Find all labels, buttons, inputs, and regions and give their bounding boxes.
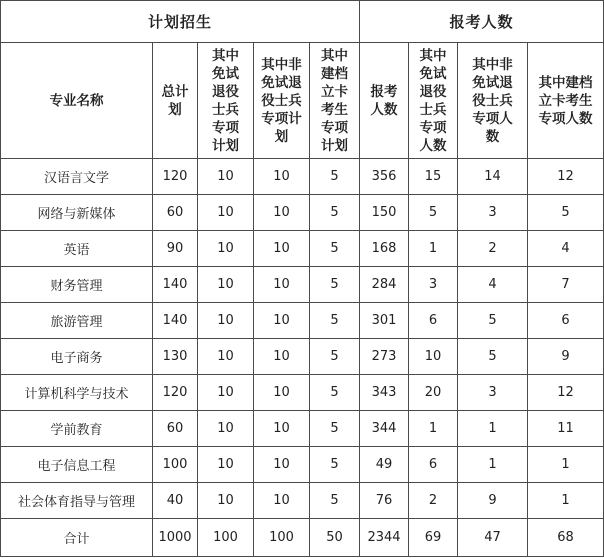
cell-total-plan: 140 — [153, 303, 198, 339]
col-header-major — [1, 43, 153, 159]
col-header-exempt-plan — [198, 43, 254, 159]
cell-nonexempt-applicants: 2 — [458, 231, 528, 267]
cell-card-plan: 5 — [310, 231, 360, 267]
cell-card-applicants: 4 — [528, 231, 604, 267]
cell-exempt-applicants: 1 — [409, 411, 458, 447]
cell-exempt-plan: 10 — [198, 303, 254, 339]
cell-applicants: 168 — [360, 231, 409, 267]
cell-exempt-plan: 100 — [198, 519, 254, 557]
col-header-card-plan — [310, 43, 360, 159]
cell-applicants: 301 — [360, 303, 409, 339]
cell-exempt-plan: 10 — [198, 483, 254, 519]
cell-exempt-applicants: 10 — [409, 339, 458, 375]
cell-card-applicants: 9 — [528, 339, 604, 375]
col-header-nonexempt-applicants-label: 其中非免试退役士兵专项人数 — [472, 56, 513, 145]
cell-nonexempt-plan: 10 — [254, 267, 310, 303]
cell-applicants: 76 — [360, 483, 409, 519]
cell-nonexempt-plan: 10 — [254, 447, 310, 483]
cell-major: 电子信息工程 — [1, 447, 153, 483]
cell-total-plan: 1000 — [153, 519, 198, 557]
cell-card-plan: 5 — [310, 411, 360, 447]
cell-card-plan: 5 — [310, 339, 360, 375]
cell-applicants: 356 — [360, 159, 409, 195]
cell-total-plan: 40 — [153, 483, 198, 519]
cell-total-plan: 120 — [153, 159, 198, 195]
table-row — [1, 159, 604, 195]
col-header-exempt-applicants-label: 其中免试退役士兵专项人数 — [419, 47, 447, 154]
cell-major: 网络与新媒体 — [1, 195, 153, 231]
cell-exempt-plan: 10 — [198, 195, 254, 231]
cell-total-plan: 100 — [153, 447, 198, 483]
column-header-row — [1, 43, 604, 159]
cell-total-plan: 60 — [153, 195, 198, 231]
cell-card-applicants: 68 — [528, 519, 604, 557]
col-header-card-applicants — [528, 43, 604, 159]
cell-nonexempt-plan: 10 — [254, 411, 310, 447]
cell-exempt-plan: 10 — [198, 159, 254, 195]
cell-card-applicants: 1 — [528, 447, 604, 483]
cell-applicants: 284 — [360, 267, 409, 303]
cell-total-plan: 130 — [153, 339, 198, 375]
table-row — [1, 447, 604, 483]
col-header-nonexempt-applicants — [458, 43, 528, 159]
cell-applicants: 343 — [360, 375, 409, 411]
cell-nonexempt-applicants: 14 — [458, 159, 528, 195]
cell-card-applicants: 11 — [528, 411, 604, 447]
cell-card-applicants: 12 — [528, 375, 604, 411]
cell-nonexempt-plan: 10 — [254, 231, 310, 267]
cell-card-plan: 5 — [310, 447, 360, 483]
col-header-total-plan-label: 总计划 — [161, 83, 189, 118]
cell-nonexempt-plan: 100 — [254, 519, 310, 557]
cell-exempt-plan: 10 — [198, 339, 254, 375]
cell-nonexempt-applicants: 3 — [458, 375, 528, 411]
cell-nonexempt-plan: 10 — [254, 375, 310, 411]
cell-exempt-plan: 10 — [198, 411, 254, 447]
col-header-applicants-label: 报考人数 — [370, 83, 398, 118]
col-header-exempt-plan-label: 其中免试退役士兵专项计划 — [212, 47, 239, 154]
cell-applicants: 49 — [360, 447, 409, 483]
cell-major: 学前教育 — [1, 411, 153, 447]
cell-major: 旅游管理 — [1, 303, 153, 339]
cell-card-applicants: 12 — [528, 159, 604, 195]
col-header-major-label: 专业名称 — [49, 92, 104, 109]
cell-nonexempt-plan: 10 — [254, 303, 310, 339]
cell-card-plan: 50 — [310, 519, 360, 557]
cell-card-applicants: 5 — [528, 195, 604, 231]
group-header-plan: 计划招生 — [1, 1, 360, 43]
cell-exempt-applicants: 15 — [409, 159, 458, 195]
cell-nonexempt-applicants: 5 — [458, 303, 528, 339]
cell-total-plan: 140 — [153, 267, 198, 303]
cell-nonexempt-applicants: 4 — [458, 267, 528, 303]
cell-exempt-applicants: 1 — [409, 231, 458, 267]
cell-exempt-applicants: 20 — [409, 375, 458, 411]
cell-card-plan: 5 — [310, 195, 360, 231]
cell-exempt-applicants: 5 — [409, 195, 458, 231]
col-header-total-plan — [153, 43, 198, 159]
cell-exempt-plan: 10 — [198, 375, 254, 411]
cell-nonexempt-plan: 10 — [254, 339, 310, 375]
cell-major: 社会体育指导与管理 — [1, 483, 153, 519]
table-row — [1, 267, 604, 303]
cell-exempt-plan: 10 — [198, 447, 254, 483]
cell-total-label: 合计 — [1, 519, 153, 557]
col-header-nonexempt-plan — [254, 43, 310, 159]
cell-nonexempt-plan: 10 — [254, 195, 310, 231]
cell-nonexempt-applicants: 5 — [458, 339, 528, 375]
cell-card-plan: 5 — [310, 375, 360, 411]
cell-nonexempt-plan: 10 — [254, 159, 310, 195]
cell-applicants: 2344 — [360, 519, 409, 557]
cell-card-applicants: 1 — [528, 483, 604, 519]
cell-exempt-applicants: 2 — [409, 483, 458, 519]
cell-nonexempt-applicants: 9 — [458, 483, 528, 519]
cell-applicants: 273 — [360, 339, 409, 375]
col-header-card-applicants-label: 其中建档立卡考生专项人数 — [538, 74, 593, 127]
cell-exempt-applicants: 6 — [409, 303, 458, 339]
cell-exempt-applicants: 3 — [409, 267, 458, 303]
cell-nonexempt-applicants: 47 — [458, 519, 528, 557]
cell-total-plan: 60 — [153, 411, 198, 447]
col-header-applicants — [360, 43, 409, 159]
col-header-nonexempt-plan-label: 其中非免试退役士兵专项计划 — [261, 56, 302, 145]
cell-nonexempt-applicants: 1 — [458, 447, 528, 483]
cell-card-plan: 5 — [310, 483, 360, 519]
group-header-applicants: 报考人数 — [360, 1, 604, 43]
cell-major: 汉语言文学 — [1, 159, 153, 195]
cell-exempt-plan: 10 — [198, 267, 254, 303]
cell-card-plan: 5 — [310, 159, 360, 195]
cell-exempt-plan: 10 — [198, 231, 254, 267]
cell-applicants: 150 — [360, 195, 409, 231]
group-header-row — [1, 1, 604, 43]
cell-nonexempt-plan: 10 — [254, 483, 310, 519]
cell-card-plan: 5 — [310, 267, 360, 303]
cell-exempt-applicants: 69 — [409, 519, 458, 557]
table-row — [1, 303, 604, 339]
cell-major: 财务管理 — [1, 267, 153, 303]
cell-exempt-applicants: 6 — [409, 447, 458, 483]
table-row — [1, 339, 604, 375]
table-row — [1, 483, 604, 519]
cell-card-applicants: 7 — [528, 267, 604, 303]
cell-major: 英语 — [1, 231, 153, 267]
cell-nonexempt-applicants: 1 — [458, 411, 528, 447]
table-row — [1, 375, 604, 411]
col-header-exempt-applicants — [409, 43, 458, 159]
cell-card-plan: 5 — [310, 303, 360, 339]
table-row — [1, 195, 604, 231]
cell-card-applicants: 6 — [528, 303, 604, 339]
cell-major: 计算机科学与技术 — [1, 375, 153, 411]
cell-nonexempt-applicants: 3 — [458, 195, 528, 231]
table-row — [1, 411, 604, 447]
cell-total-plan: 90 — [153, 231, 198, 267]
cell-major: 电子商务 — [1, 339, 153, 375]
cell-total-plan: 120 — [153, 375, 198, 411]
col-header-card-plan-label: 其中建档立卡考生专项计划 — [321, 47, 348, 154]
cell-applicants: 344 — [360, 411, 409, 447]
table-row — [1, 231, 604, 267]
total-row — [1, 519, 604, 557]
